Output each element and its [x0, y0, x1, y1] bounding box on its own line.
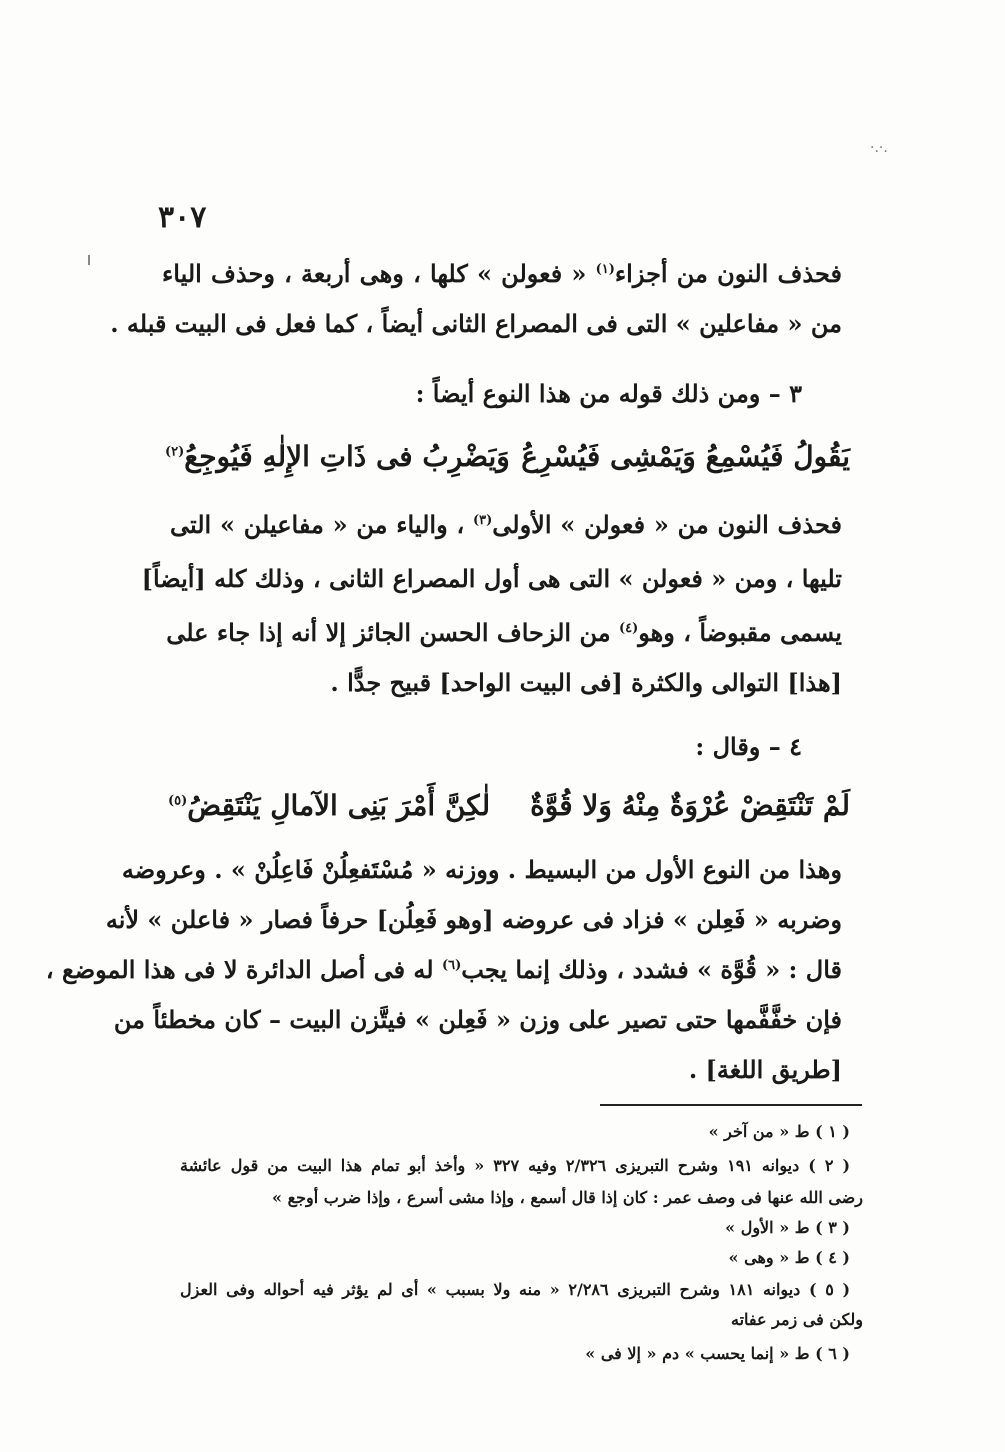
scan-speck: ·.·.: [870, 140, 888, 156]
text-run: فحذف النون من « فعولن » الأولى: [492, 510, 842, 539]
verse-2-second-hemistich: لٰكِنَّ أَمْرَ بَنِى الآمالِ يَنْتَقِضُ: [187, 789, 491, 822]
text-run: من « مفاعلين » التى فى المصراع الثانى أيضاً ، كما فعل فى البيت قبله .: [110, 309, 842, 338]
footnote-6: ( ٦ ) ط « إنما يحسب » دم « إلا فى »: [585, 1344, 850, 1363]
paragraph-1-line-1: [162, 259, 842, 288]
paragraph-1-line-2: [110, 309, 842, 338]
text-run: قال : « قُوَّة » فشدد ، وذلك إنما يجب: [461, 955, 842, 984]
footnote-ref-1: (١): [595, 262, 615, 277]
footnote-2-line-1: ( ٢ ) ديوانه ١٩١ وشرح التبريزى ٢/٣٢٦ وفيه ٣٢٧ « وأخذ أبو تمام هذا البيت من قول عائشة: [180, 1156, 851, 1175]
verse-2-second: [168, 789, 491, 822]
paragraph-2-line-4: [170, 668, 842, 697]
text-run: وهذا من النوع الأول من البسيط . ووزنه « مُسْتَفعِلُنْ فَاعِلُنْ » . وعروضه: [121, 855, 842, 884]
text-run: تليها ، ومن « فعولن » التى هى أول المصراع الثانى ، وذلك كله [أيضاً]: [141, 564, 842, 593]
verse-1-second-hemistich: وَيَضْرِبُ فى ذَاتِ الإِلٰهِ فَيُوجِعُ: [184, 440, 510, 473]
text-run: فإن خفَّفَّمها حتى تصير على وزن « فَعِلن » فيتَّزن البيت – كان مخطئاً من: [113, 1005, 842, 1034]
footnote-5-line-2: ولكن فى زمر عفاته: [731, 1310, 863, 1329]
footnote-ref-4: (٤): [618, 621, 639, 636]
footnote-separator: [600, 1104, 862, 1106]
scan-mark: [88, 255, 90, 265]
verse-1: [521, 440, 850, 473]
footnote-2-line-2: رضى الله عنها فى وصف عمر : كان إذا قال أسمع ، وإذا مشى أسرع ، وإذا ضرب أوجع »: [272, 1188, 863, 1207]
paragraph-3-line-5: [168, 1055, 842, 1084]
paragraph-3-line-3: [45, 955, 842, 984]
text-run: فحذف النون من أجزاء: [614, 259, 842, 288]
paragraph-2-line-2: [141, 564, 842, 593]
section-4-heading: [562, 732, 802, 761]
paragraph-2-line-1: [170, 510, 842, 539]
text-run: [هذا] التوالى والكثرة [فى البيت الواحد] قبيح جدًّا .: [330, 668, 842, 697]
verse-2: [530, 789, 850, 822]
text-run: له فى أصل الدائرة لا فى هذا الموضع ،: [45, 955, 442, 984]
verse-2-first-hemistich: لَمْ تَنْتَقِضْ عُرْوَةٌ مِنْهُ وَلا قُوَّةٌ: [530, 789, 850, 822]
paragraph-3-line-2: [105, 905, 842, 934]
footnote-5-line-1: ( ٥ ) ديوانه ١٨١ وشرح التبريزى ٢/٢٨٦ « منه ولا بسبب » أى لم يؤثر فيه أحواله وفى العزل: [180, 1280, 851, 1299]
paragraph-3-line-4: [113, 1005, 842, 1034]
verse-1-second: [165, 440, 510, 473]
verse-1-first-hemistich: يَقُولُ فَيُسْمِعُ وَيَمْشِى فَيُسْرِعُ: [521, 440, 850, 473]
text-run: ، والياء من « مفاعيلن » التى: [170, 510, 473, 539]
text-run: من الزحاف الحسن الجائز إلا أنه إذا جاء على: [166, 618, 619, 647]
paragraph-2-line-3: [166, 618, 842, 647]
text-run: « فعولن » كلها ، وهى أربعة ، وحذف الياء: [162, 259, 596, 288]
text-run: يسمى مقبوضاً ، وهو: [638, 618, 842, 647]
footnote-4: ( ٤ ) ط « وهى »: [728, 1248, 850, 1267]
section-3-heading: [162, 379, 802, 408]
text-run: ٤ – وقال :: [695, 732, 802, 761]
footnote-3: ( ٣ ) ط « الأول »: [725, 1218, 850, 1237]
footnote-ref-2: (٢): [165, 444, 185, 460]
paragraph-3-line-1: [121, 855, 842, 884]
footnote-ref-3: (٣): [472, 513, 493, 528]
text-run: ٣ – ومن ذلك قوله من هذا النوع أيضاً :: [415, 379, 802, 408]
page-number: ٣٠٧: [158, 200, 207, 235]
footnote-ref-5: (٥): [168, 793, 188, 809]
footnote-1: ( ١ ) ط « من آخر »: [708, 1122, 850, 1141]
text-run: [طريق اللغة] .: [688, 1055, 842, 1084]
footnote-ref-6: (٦): [441, 958, 462, 973]
text-run: وضربه « فَعِلن » فزاد فى عروضه [وهو فَعِلُن] حرفاً فصار « فاعلن » لأنه: [105, 905, 842, 934]
